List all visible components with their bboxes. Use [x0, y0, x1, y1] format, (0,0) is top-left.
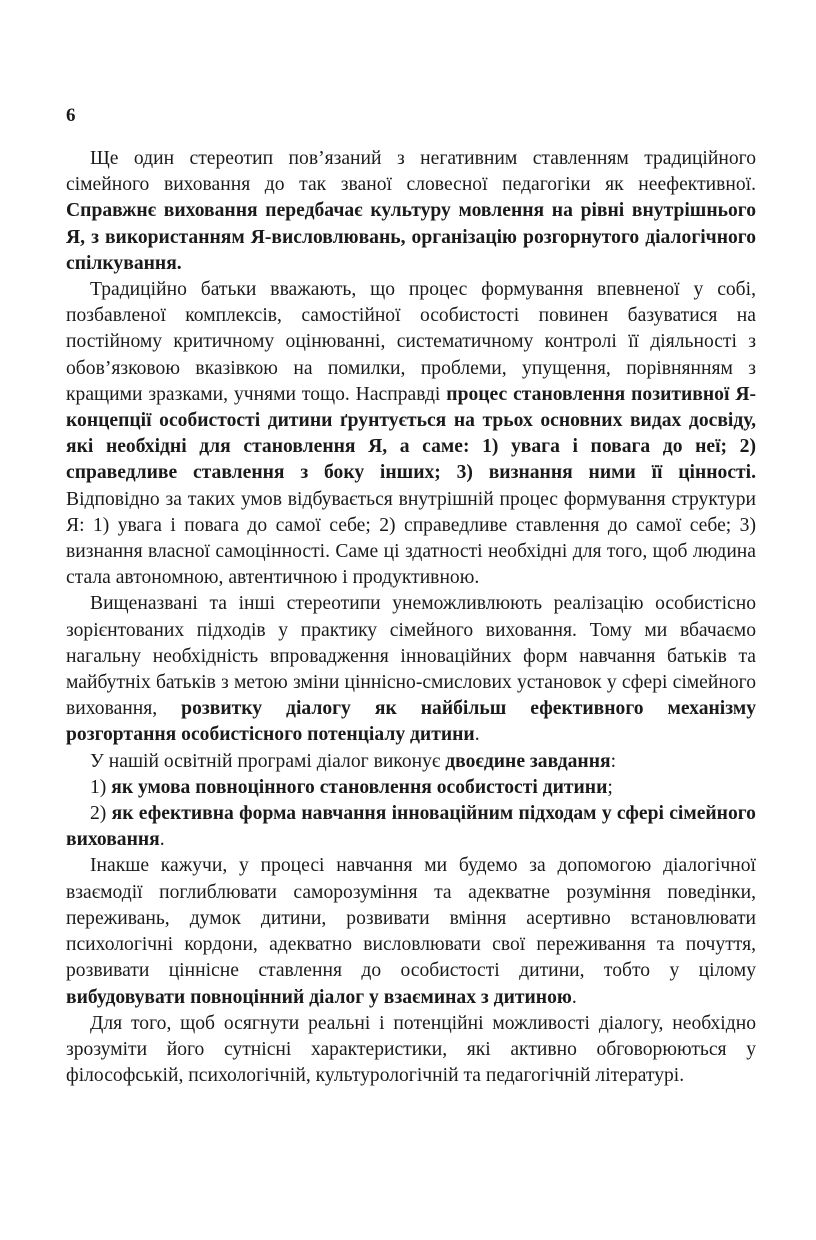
paragraph-p6	[66, 801, 756, 853]
text-span: Відповідно за таких умов відбувається внутрішній процес формування структури Я: 1) увага і повага до самої себе; 2) справедливе ставлення до самої себе; 3) визнання власної самоцінності. Саме ці здатності необхідні для того, щоб людина стала автономною, автентичною і продуктивною.	[66, 488, 756, 589]
text-span: Традиційно батьки вважають, що процес формування впевненої у собі, позбавленої комплексів, самостійної особистості повинен базуватися на постійному критичному оцінюванні, систематичному контролі її діяльності з обов’язковою вказівкою на помилки, проблеми, упущення, порівнянням з кращими зразками, учнями тощо. Насправді	[66, 279, 756, 405]
bold-text: як умова повноцінного становлення особистості дитини	[111, 776, 608, 798]
text-span: Вищеназвані та інші стереотипи унеможливлюють реалізацію особистісно зорієнтованих підходів у практику сімейного виховання. Тому ми вбачаємо нагальну необхідність впровадження інноваційних форм навчання батьків та майбутніх батьків з метою зміни ціннісно-смислових установок у сфері сімейного виховання,	[66, 593, 756, 720]
paragraph-p2	[66, 277, 756, 591]
paragraph-p8	[66, 1011, 756, 1090]
text-span: Інакше кажучи, у процесі навчання ми будемо за допомогою діалогічної взаємодії поглиблювати саморозуміння та адекватне розуміння поведінки, переживань, думок дитини, розвивати вміння асертивно встановлювати психологічні кордони, адекватно висловлювати свої переживання та почуття, розвивати ціннісне ставлення до особистості дитини, тобто у цілому	[66, 855, 756, 982]
bold-text: розвитку діалогу як найбільш ефективного механізму розгортання особистісного потенціалу дитини	[66, 698, 756, 746]
paragraph-p4	[66, 749, 756, 775]
text-span: Для того, щоб осягнути реальні і потенційні можливості діалогу, необхідно зрозуміти його сутнісні характеристики, які активно обговорюються у філософській, психологічній, культурологічній та педагогічній літературі.	[66, 1012, 756, 1087]
bold-text: двоєдине завдання	[445, 750, 611, 772]
text-span: У нашій освітній програмі діалог виконує	[90, 750, 446, 772]
text-span: Ще один стереотип пов’язаний з негативним ставленням традиційного сімейного виховання до так званої словесної педагогіки як неефективної.	[66, 148, 756, 196]
bold-text: Справжнє виховання передбачає культуру мовлення на рівні внутрішнього Я, з використанням Я-висловлювань, організацію розгорнутого діалогічного спілкування.	[66, 200, 756, 274]
bold-text: процес становлення позитивної Я-концепції особистості дитини ґрунтується на трьох основних видах досвіду, які необхідні для становлення Я, а саме: 1) увага і повага до неї; 2) справедливе ставлення з боку інших; 3) визнання ними її цінності.	[66, 383, 756, 484]
text-span: .	[474, 724, 480, 746]
text-span: ;	[607, 776, 613, 798]
page-number: 6	[66, 105, 76, 126]
text-span: 2)	[90, 803, 112, 825]
paragraph-p1	[66, 146, 756, 277]
paragraph-p3	[66, 591, 756, 748]
paragraph-p7	[66, 853, 756, 1010]
paragraph-p5	[66, 775, 756, 801]
text-span: .	[159, 829, 165, 851]
text-span: .	[571, 986, 577, 1008]
text-span: 1)	[90, 776, 112, 798]
bold-text: як ефективна форма навчання інноваційним підходам у сфері сімейного виховання	[66, 803, 756, 851]
body-text	[66, 146, 756, 1089]
text-span: :	[610, 750, 617, 772]
bold-text: вибудовувати повноцінний діалог у взаєминах з дитиною	[66, 986, 572, 1008]
